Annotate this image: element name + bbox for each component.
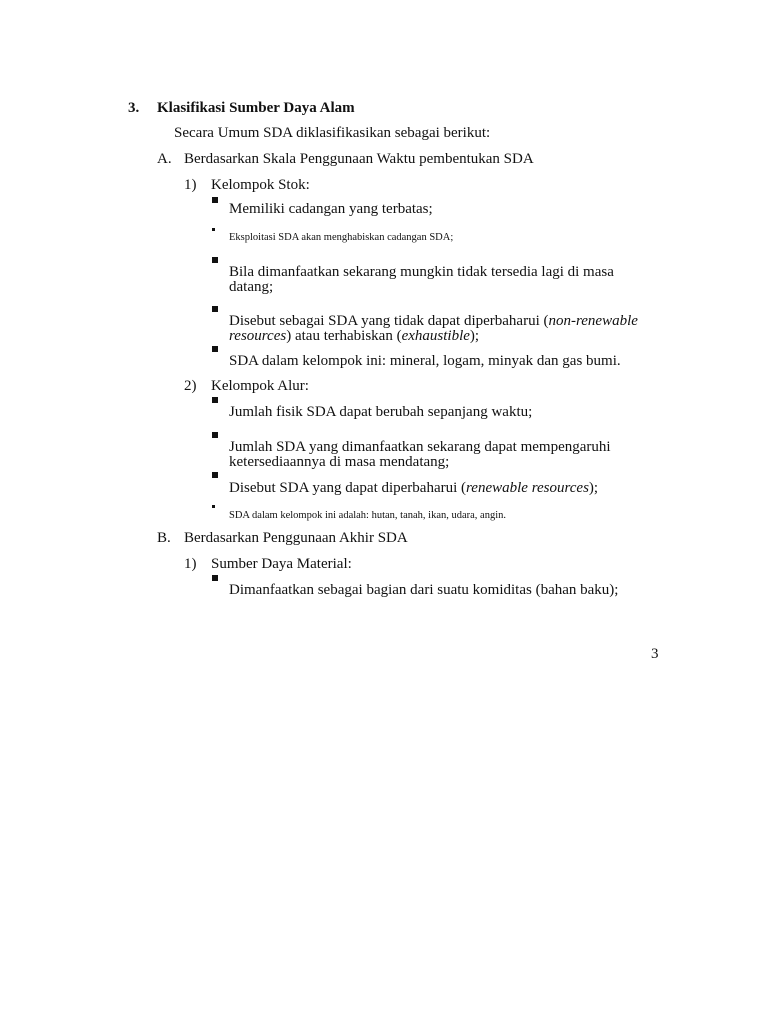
alur-item-1: Jumlah fisik SDA dapat berubah sepanjang waktu;: [229, 404, 533, 420]
stok-item-4-term: non-renewable: [548, 313, 638, 329]
stok-item-3-line1: Bila dimanfaatkan sekarang mungkin tidak tersedia lagi di masa: [229, 264, 614, 280]
bullet-icon: [212, 257, 218, 263]
bullet-icon: [212, 397, 218, 403]
alur-item-3-text: Disebut SDA yang dapat diperbaharui (: [229, 480, 467, 496]
bullet-icon: [212, 575, 218, 581]
page-number: 3: [651, 646, 659, 662]
alur-item-2-line2: ketersediaannya di masa mendatang;: [229, 454, 450, 470]
bullet-icon: [212, 228, 215, 231]
alur-item-4: SDA dalam kelompok ini adalah: hutan, tanah, ikan, udara, angin.: [229, 510, 507, 521]
alur-item-3-text: );: [588, 480, 599, 496]
stok-item-4-text: Disebut sebagai SDA yang tidak dapat diperbaharui (: [229, 313, 549, 329]
material-title: Sumber Daya Material:: [211, 556, 352, 572]
stok-item-3-line2: datang;: [229, 279, 274, 295]
alur-item-3-term: renewable resources: [466, 480, 589, 496]
stok-item-4-line2: [229, 328, 479, 345]
section-intro: Secara Umum SDA diklasifikasikan sebagai berikut:: [174, 125, 491, 141]
stok-item-4-text: );: [469, 328, 480, 344]
stok-item-4-term: resources: [229, 328, 287, 344]
bullet-icon: [212, 505, 215, 508]
alur-item-2-line1: Jumlah SDA yang dimanfaatkan sekarang dapat mempengaruhi: [229, 439, 611, 455]
section-number: 3.: [128, 100, 140, 116]
material-number: 1): [184, 556, 197, 572]
material-item-1: Dimanfaatkan sebagai bagian dari suatu komiditas (bahan baku);: [229, 582, 619, 598]
stok-item-2: Eksploitasi SDA akan menghabiskan cadangan SDA;: [229, 232, 454, 243]
section-title: Klasifikasi Sumber Daya Alam: [157, 100, 355, 116]
part-b-letter: B.: [157, 530, 171, 546]
stok-number: 1): [184, 177, 197, 193]
part-a-letter: A.: [157, 151, 172, 167]
part-b-title: Berdasarkan Penggunaan Akhir SDA: [184, 530, 408, 546]
bullet-icon: [212, 346, 218, 352]
stok-item-4-text: ) atau terhabiskan (: [286, 328, 402, 344]
alur-item-3: [229, 480, 598, 497]
bullet-icon: [212, 197, 218, 203]
alur-number: 2): [184, 378, 197, 394]
stok-item-5: SDA dalam kelompok ini: mineral, logam, minyak dan gas bumi.: [229, 353, 621, 369]
part-a-title: Berdasarkan Skala Penggunaan Waktu pembentukan SDA: [184, 151, 534, 167]
bullet-icon: [212, 472, 218, 478]
stok-item-4-term: exhaustible: [401, 328, 470, 344]
bullet-icon: [212, 306, 218, 312]
stok-title: Kelompok Stok:: [211, 177, 310, 193]
alur-title: Kelompok Alur:: [211, 378, 309, 394]
stok-item-1: Memiliki cadangan yang terbatas;: [229, 201, 433, 217]
bullet-icon: [212, 432, 218, 438]
